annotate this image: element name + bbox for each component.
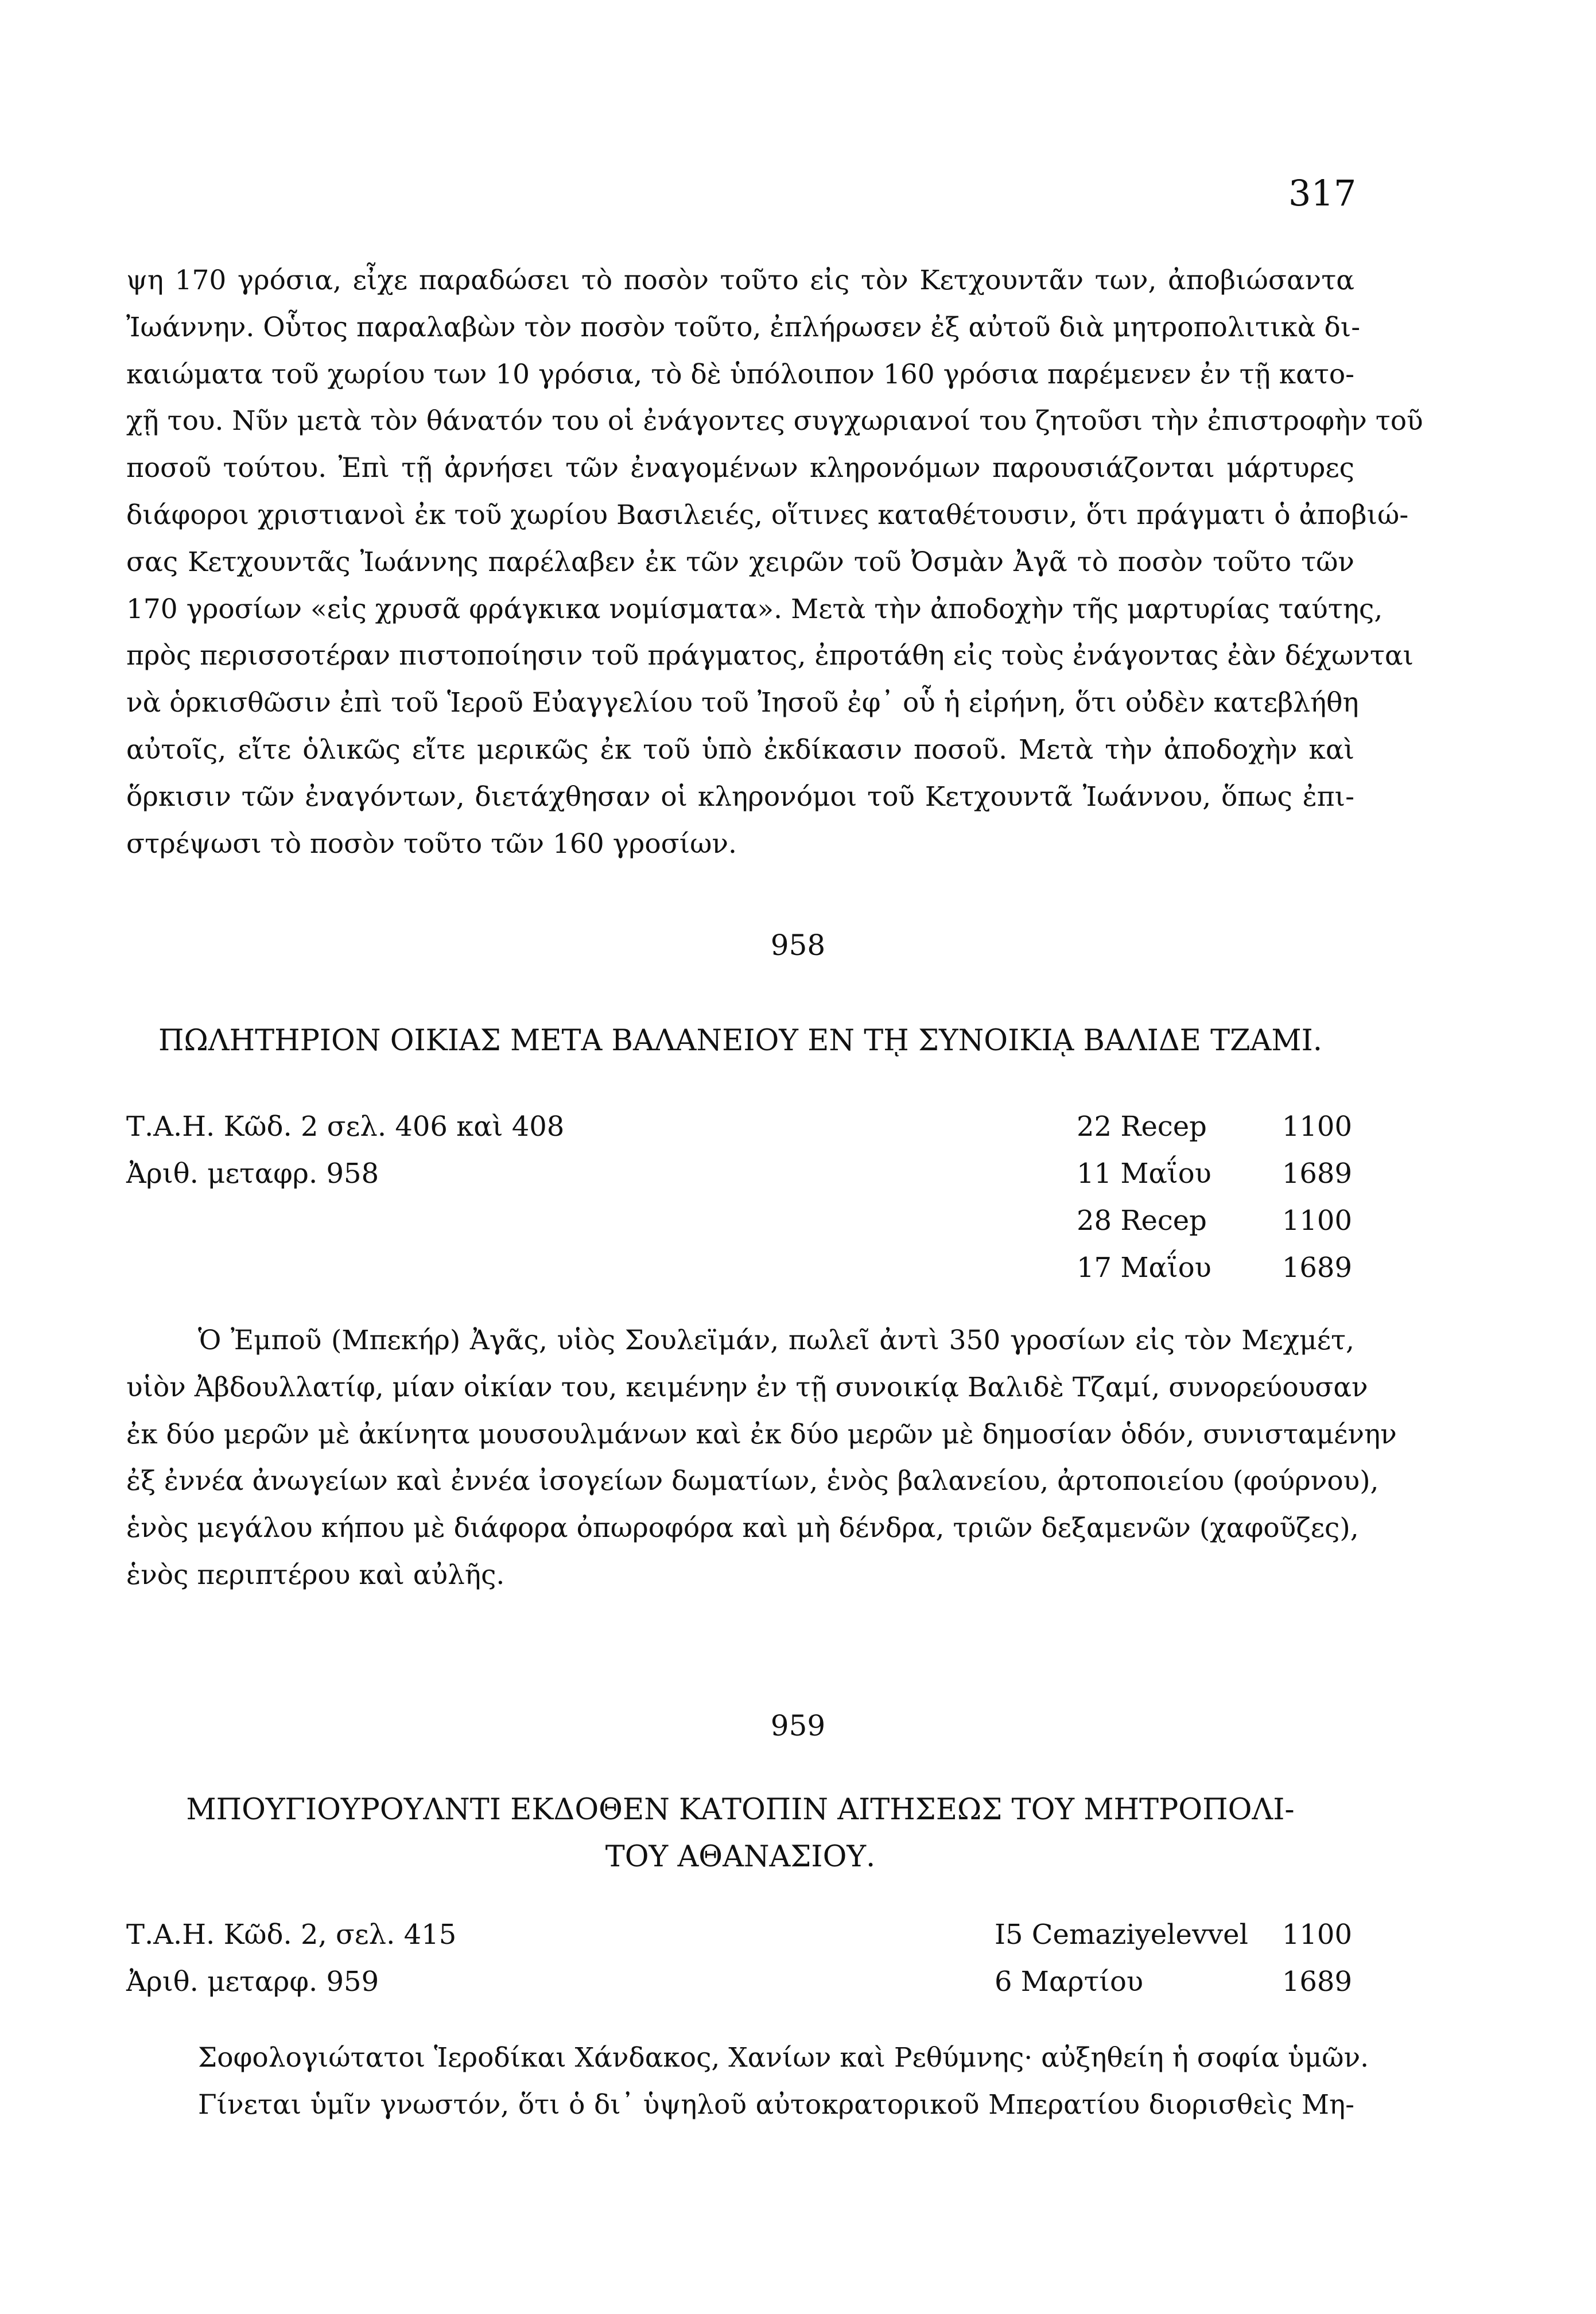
date-year: 1689 (1282, 1252, 1352, 1284)
continuation-paragraph (126, 257, 1423, 867)
source-reference-958: Τ.Α.Η. Κῶδ. 2 σελ. 406 καὶ 408 (126, 1111, 565, 1143)
text-line: ποσοῦ τούτου. Ἐπὶ τῇ ἀρνήσει τῶν ἐναγομένων κληρονόμων παρουσιάζονται μάρτυρες (126, 452, 1354, 484)
date-day: 11 Μαΐου (1077, 1158, 1211, 1190)
text-line: ὅρκισιν τῶν ἐναγόντων, διετάχθησαν οἱ κληρονόμοι τοῦ Κετχουντᾶ Ἰωάννου, ὅπως ἐπι- (126, 781, 1354, 813)
document-title-959 (126, 1787, 1354, 1881)
date-day: 17 Μαΐου (1077, 1252, 1211, 1284)
text-line: ἐκ δύο μερῶν μὲ ἀκίνητα μουσουλμάνων καὶ ἐκ δύο μερῶν μὲ δημοσίαν ὁδόν, συνισταμένην (126, 1418, 1397, 1450)
document-body-959 (126, 2035, 1369, 2129)
document-number-959: 959 (770, 1709, 826, 1742)
title-line: ΠΩΛΗΤΗΡΙΟΝ ΟΙΚΙΑΣ ΜΕΤΑ ΒΑΛΑΝΕΙΟΥ ΕΝ Τῌ ΣΥΝΟΙΚΙᾼ ΒΑΛΙΔΕ ΤΖΑΜΙ. (158, 1024, 1322, 1058)
date-year: 1689 (1282, 1966, 1352, 1998)
text-line: πρὸς περισσοτέραν πιστοποίησιν τοῦ πράγματος, ἐπροτάθη εἰς τοὺς ἐνάγοντας ἐὰν δέχωνται (126, 640, 1414, 672)
document-title-958 (126, 1018, 1354, 1065)
text-line: ἐξ ἐννέα ἀνωγείων καὶ ἐννέα ἰσογείων δωματίων, ἑνὸς βαλανείου, ἀρτοποιείου (φούρνου), (126, 1465, 1379, 1497)
source-reference-959: Τ.Α.Η. Κῶδ. 2, σελ. 415 (126, 1919, 457, 1951)
text-line: ψη 170 γρόσια, εἶχε παραδώσει τὸ ποσὸν τοῦτο εἰς τὸν Κετχουντᾶν των, ἀποβιώσαντα (126, 265, 1354, 296)
text-line: Σοφολογιώτατοι Ἱεροδίκαι Χάνδακος, Χανίων καὶ Ρεθύμνης· αὐξηθείη ἡ σοφία ὑμῶν. (198, 2042, 1369, 2074)
text-line: ἑνὸς μεγάλου κήπου μὲ διάφορα ὀπωροφόρα καὶ μὴ δένδρα, τριῶν δεξαμενῶν (χαφοῦζες), (126, 1512, 1359, 1544)
date-day: 28 Recep (1077, 1205, 1207, 1237)
text-line: 170 γροσίων «εἰς χρυσᾶ φράγκικα νομίσματα». Μετὰ τὴν ἀποδοχὴν τῆς μαρτυρίας ταύτης, (126, 593, 1383, 625)
date-day: 22 Recep (1077, 1111, 1207, 1143)
page-number: 317 (1288, 172, 1357, 214)
text-line: χῇ του. Νῦν μετὰ τὸν θάνατόν του οἱ ἐνάγοντες συγχωριανοί του ζητοῦσι τὴν ἐπιστροφὴν τοῦ (126, 405, 1423, 437)
text-line: αὐτοῖς, εἴτε ὁλικῶς εἴτε μερικῶς ἐκ τοῦ ὑπὸ ἐκδίκασιν ποσοῦ. Μετὰ τὴν ἀποδοχὴν καὶ (126, 733, 1354, 766)
text-line: ἑνὸς περιπτέρου καὶ αὐλῆς. (126, 1559, 505, 1591)
text-line: καιώματα τοῦ χωρίου των 10 γρόσια, τὸ δὲ ὑπόλοιπον 160 γρόσια παρέμενεν ἐν τῇ κατο- (126, 358, 1354, 390)
text-line: Ἰωάννην. Οὗτος παραλαβὼν τὸν ποσὸν τοῦτο, ἐπλήρωσεν ἐξ αὐτοῦ διὰ μητροπολιτικὰ δι- (126, 311, 1361, 343)
date-year: 1689 (1282, 1158, 1352, 1190)
date-day: 6 Μαρτίου (995, 1966, 1144, 1998)
text-line: σας Κετχουντᾶς Ἰωάννης παρέλαβεν ἐκ τῶν χειρῶν τοῦ Ὀσμὰν Ἀγᾶ τὸ ποσὸν τοῦτο τῶν (126, 546, 1354, 578)
text-line: στρέψωσι τὸ ποσὸν τοῦτο τῶν 160 γροσίων. (126, 828, 737, 860)
text-line: διάφοροι χριστιανοὶ ἐκ τοῦ χωρίου Βασιλειές, οἵτινες καταθέτουσιν, ὅτι πράγματι ὁ ἀποβιώ- (126, 499, 1409, 531)
date-year: 1100 (1282, 1919, 1352, 1951)
date-year: 1100 (1282, 1111, 1352, 1143)
date-day: I5 Cemaziyelevvel (995, 1919, 1248, 1951)
text-line: υἱὸν Ἀβδουλλατίφ, μίαν οἰκίαν του, κειμένην ἐν τῇ συνοικίᾳ Βαλιδὲ Τζαμί, συνορεύουσαν (126, 1371, 1368, 1403)
translation-number-959: Ἀριθ. μεταρφ. 959 (126, 1966, 379, 1998)
text-line: Ὁ Ἐμποῦ (Μπεκήρ) Ἀγᾶς, υἱὸς Σουλεϊμάν, πωλεῖ ἀντὶ 350 γροσίων εἰς τὸν Μεχμέτ, (198, 1325, 1354, 1356)
title-line: ΤΟΥ ΑΘΑΝΑΣΙΟΥ. (605, 1840, 876, 1874)
text-line: Γίνεται ὑμῖν γνωστόν, ὅτι ὁ δι᾽ ὑψηλοῦ αὐτοκρατορικοῦ Μπερατίου διορισθεὶς Μη- (198, 2088, 1354, 2121)
translation-number-958: Ἀριθ. μεταφρ. 958 (126, 1158, 379, 1190)
document-number-958: 958 (770, 929, 826, 962)
document-body-958 (126, 1317, 1397, 1599)
date-year: 1100 (1282, 1205, 1352, 1237)
text-line: νὰ ὁρκισθῶσιν ἐπὶ τοῦ Ἱεροῦ Εὐαγγελίου τοῦ Ἰησοῦ ἐφ᾽ οὗ ἡ εἰρήνη, ὅτι οὐδὲν κατεβλήθη (126, 687, 1359, 719)
title-line: ΜΠΟΥΓΙΟΥΡΟΥΛΝΤΙ ΕΚΔΟΘΕΝ ΚΑΤΟΠΙΝ ΑΙΤΗΣΕΩΣ ΤΟΥ ΜΗΤΡΟΠΟΛΙ- (186, 1793, 1295, 1827)
